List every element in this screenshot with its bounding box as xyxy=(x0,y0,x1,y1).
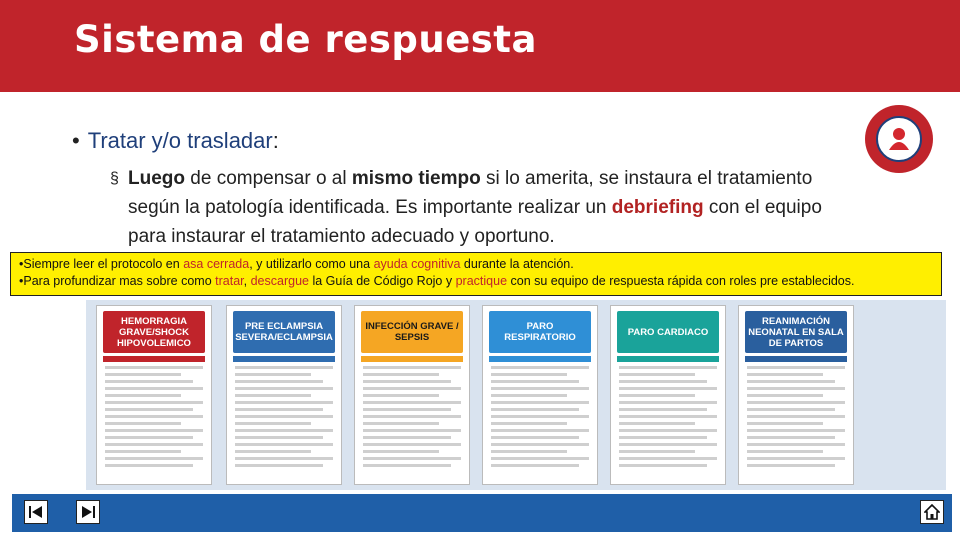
callout-accent: asa cerrada xyxy=(183,257,250,271)
protocol-card-sepsis[interactable] xyxy=(354,305,470,485)
bullet-marker: • xyxy=(72,128,80,153)
sub-bullet-text xyxy=(110,164,850,251)
first-slide-button[interactable] xyxy=(24,500,48,524)
codigo-rojo-seal-logo xyxy=(864,104,934,174)
protocol-card-preeclampsia[interactable] xyxy=(226,305,342,485)
text-luego: Luego xyxy=(128,168,185,189)
skip-back-icon xyxy=(28,505,44,519)
card-title: HEMORRAGIA GRAVE/SHOCK HIPOVOLEMICO xyxy=(103,311,205,353)
navigation-bar xyxy=(12,494,952,532)
callout-accent: practique xyxy=(455,274,508,288)
callout-text: , y utilizarlo como una xyxy=(249,257,374,271)
callout-accent: descargue xyxy=(250,274,309,288)
bullet-suffix: : xyxy=(272,128,279,153)
callout-text: , xyxy=(243,274,251,288)
card-title: INFECCIÓN GRAVE / SEPSIS xyxy=(361,311,463,353)
card-title: REANIMACIÓN NEONATAL EN SALA DE PARTOS xyxy=(745,311,847,353)
protocol-card-hemorragia[interactable] xyxy=(96,305,212,485)
protocol-card-paro-cardiaco[interactable] xyxy=(610,305,726,485)
home-button[interactable] xyxy=(920,500,944,524)
text-segment: de compensar o al xyxy=(185,168,352,189)
callout-accent: tratar xyxy=(215,274,244,288)
card-title: PRE ECLAMPSIA SEVERA/ECLAMPSIA xyxy=(233,311,335,353)
protocol-card-paro-respiratorio[interactable] xyxy=(482,305,598,485)
callout-text: con su equipo de respuesta rápida con roles pre establecidos. xyxy=(507,274,855,288)
protocol-card-reanimacion-neonatal[interactable] xyxy=(738,305,854,485)
text-mismo-tiempo: mismo tiempo xyxy=(351,168,481,189)
card-title: PARO RESPIRATORIO xyxy=(489,311,591,353)
callout-text: durante la atención. xyxy=(460,257,574,271)
bullet-keyword: Tratar y/o trasladar xyxy=(87,128,273,153)
slide-title: Sistema de respuesta xyxy=(74,18,537,61)
sub-bullet-marker: § xyxy=(110,170,119,187)
bullet-treat xyxy=(72,128,279,154)
skip-forward-icon xyxy=(80,505,96,519)
callout-text: •Para profundizar mas sobre como xyxy=(19,274,216,288)
last-slide-button[interactable] xyxy=(76,500,100,524)
text-segment: con el equipo para instaurar el tratamiento adecuado y oportuno. xyxy=(128,197,822,247)
text-debriefing: debriefing xyxy=(611,197,704,218)
callout-accent: ayuda cognitiva xyxy=(373,257,461,271)
card-title: PARO CARDIACO xyxy=(617,311,719,353)
callout-box xyxy=(10,252,942,296)
callout-text: la Guía de Código Rojo y xyxy=(308,274,456,288)
callout-line-2 xyxy=(19,273,933,290)
sub-bullet-paragraph xyxy=(110,164,850,251)
home-icon xyxy=(924,504,940,520)
callout-text: leer el protocolo en xyxy=(69,257,184,271)
callout-text: •Siempre xyxy=(19,257,70,271)
callout-line-1 xyxy=(19,256,933,273)
text-segment: si lo amerita, se instaura el tratamiento según la patología identificada. Es importante realizar un xyxy=(128,168,813,218)
